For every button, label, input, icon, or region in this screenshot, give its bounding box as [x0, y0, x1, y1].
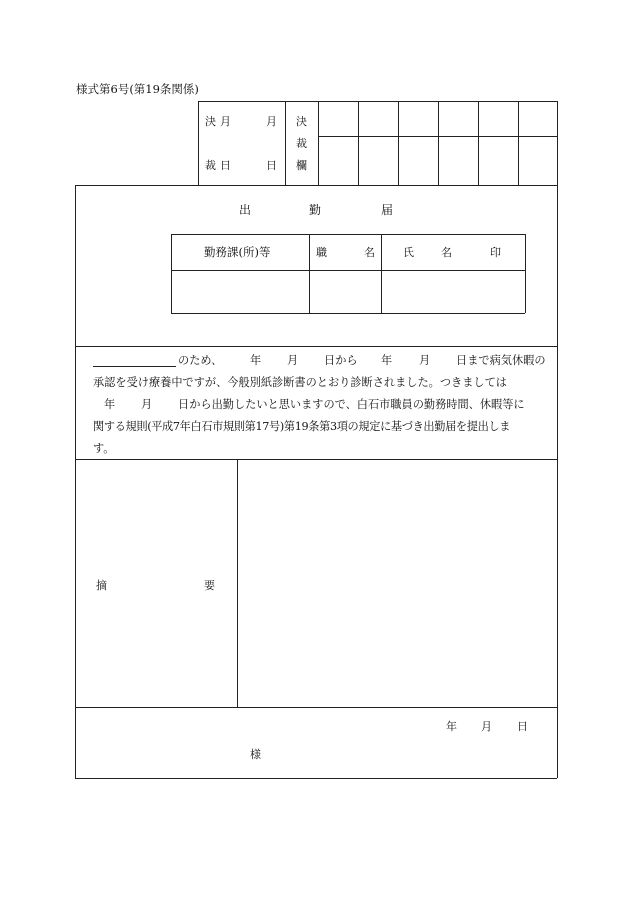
- body-line1-part3: 月: [287, 354, 299, 367]
- footer-year-char: 年: [446, 720, 457, 733]
- kessairan-char-3: 欄: [296, 159, 307, 172]
- kessairan-char-1: 決: [296, 115, 307, 128]
- hi-char: 日: [220, 159, 231, 172]
- seal-header-char: 印: [490, 246, 501, 259]
- reason-blank-line[interactable]: [93, 366, 176, 367]
- kessairan-char-2: 裁: [296, 137, 307, 150]
- summary-field[interactable]: [239, 461, 555, 705]
- footer-day-char: 日: [517, 720, 528, 733]
- kessai-char-2: 裁: [205, 159, 216, 172]
- name-header-char-1: 氏: [403, 246, 414, 259]
- body-line1-part5: 年: [381, 354, 393, 367]
- body-line2: 承認を受け療養中ですが、今般別紙診断書のとおり診断されました。つきましては: [93, 376, 507, 389]
- body-line1-part2: 年: [250, 354, 262, 367]
- name-field[interactable]: [382, 271, 524, 312]
- approval-month-label: 月: [266, 115, 277, 128]
- body-line3-part1: 年: [104, 398, 116, 411]
- kessai-char-1: 決: [205, 115, 216, 128]
- name-header-char-2: 名: [441, 246, 452, 259]
- title-char-1: 出: [239, 203, 252, 217]
- body-line3-part3: 日から出勤したいと思いますので、白石市職員の勤務時間、休暇等に: [178, 398, 525, 411]
- department-header: 勤務課(所)等: [204, 245, 271, 259]
- body-line1-part4: 日から: [324, 354, 358, 367]
- department-field[interactable]: [172, 271, 308, 312]
- position-header-char-2: 名: [364, 246, 375, 259]
- title-char-2: 勤: [309, 203, 322, 217]
- body-line1-part7: 日まで病気休暇の: [456, 354, 546, 367]
- position-header-char-1: 職: [316, 246, 327, 259]
- summary-char-1: 摘: [96, 579, 107, 592]
- footer-month-char: 月: [481, 720, 492, 733]
- title-char-3: 届: [381, 203, 394, 217]
- summary-char-2: 要: [204, 579, 215, 592]
- form-number: 様式第6号(第19条関係): [76, 82, 199, 96]
- position-field[interactable]: [310, 271, 380, 312]
- body-line1-part6: 月: [419, 354, 431, 367]
- body-line3-part2: 月: [141, 398, 153, 411]
- body-line4: 関する規則(平成7年白石市規則第17号)第19条第3項の規定に基づき出勤届を提出しま: [93, 420, 511, 433]
- approval-day-label: 日: [266, 159, 277, 172]
- tsuki-char: 月: [220, 115, 231, 128]
- addressee-suffix: 様: [250, 748, 261, 761]
- body-line1-part1: のため、: [178, 354, 223, 367]
- body-line5: す。: [93, 442, 115, 455]
